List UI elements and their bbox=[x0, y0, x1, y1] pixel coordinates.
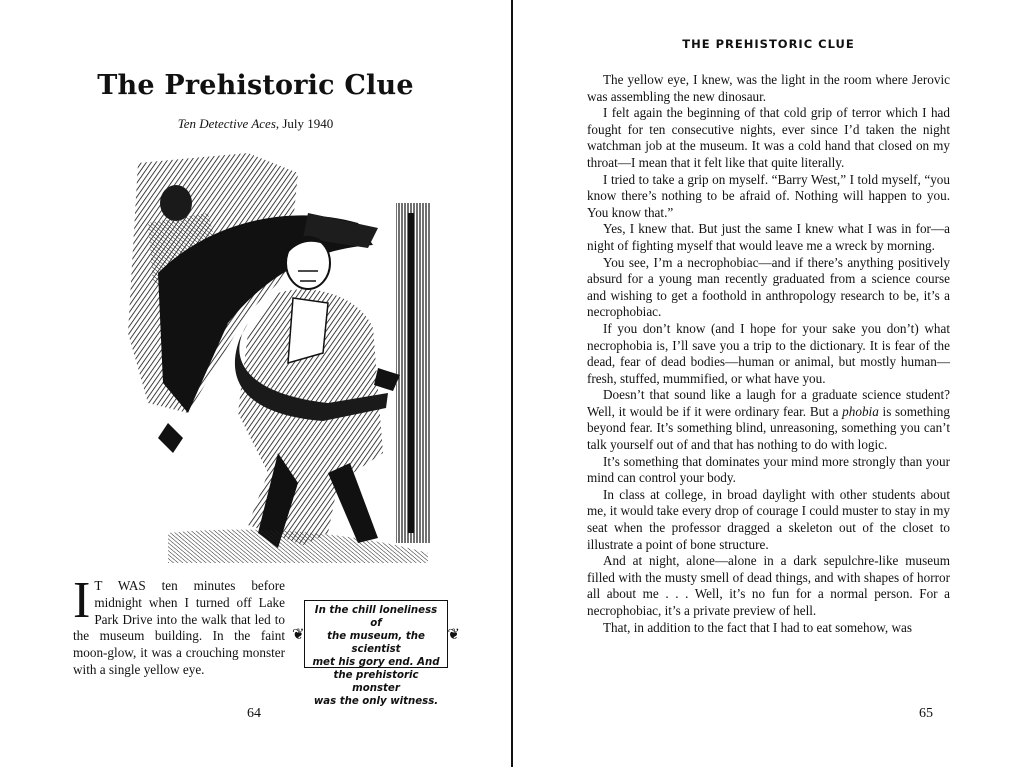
source-magazine: Ten Detective Aces bbox=[177, 116, 276, 131]
page-number-left: 64 bbox=[247, 706, 261, 721]
body-paragraph: I felt again the beginning of that cold grip of terror which I had fought for ten consecutive nights, ever since I’d taken the night watchman job at the museum. It was a cold hand that closed on my throat—I mean that it felt like that quite literally. bbox=[587, 105, 950, 170]
body-paragraph: In class at college, in broad daylight with other students about me, it would take every drop of courage I could muster to stay in my seat when the professor dragged a skeleton out of the closet to illustrate a point of bone structure. bbox=[587, 486, 950, 552]
body-paragraph: That, in addition to the fact that I had to eat somehow, was bbox=[603, 619, 912, 635]
caption-line: was the only witness. bbox=[313, 696, 439, 707]
body-paragraph: Yes, I knew that. But just the same I knew what I was in for—a night of fighting myself that would leave me a wreck by morning. bbox=[587, 221, 950, 253]
drop-cap: I bbox=[73, 572, 91, 629]
caption-line: In the chill loneliness of bbox=[314, 605, 438, 629]
body-paragraph: If you don’t know (and I hope for your sake you don’t) what necrophobia is, I’ll save you a trip to the dictionary. It is fear of the dead, fear of dead bodies—human or animal, but mostly human—fresh, stuffed, mummified, or what have you. bbox=[587, 320, 950, 386]
opening-paragraph bbox=[73, 572, 285, 679]
page-gutter bbox=[511, 0, 513, 767]
illustration-caption bbox=[292, 598, 460, 707]
running-head: THE PREHISTORIC CLUE bbox=[682, 37, 855, 51]
body-paragraph: You see, I’m a necrophobiac—and if there’s anything positively absurd for a young man recently graduated from a science course and wishing to get a foothold in anthropology research to be, it’s a necrophobiac. bbox=[587, 254, 950, 320]
ornament-left-icon: ❦ bbox=[292, 627, 305, 643]
body-paragraph-phobia bbox=[587, 387, 950, 453]
caption-line: met his gory end. And bbox=[312, 657, 440, 668]
caption-line: the museum, the scientist bbox=[327, 631, 425, 655]
source-date: July 1940 bbox=[282, 116, 334, 131]
opening-text: T WAS ten minutes before midnight when I turned off Lake Park Drive into the walk that led to the museum building. In the faint moon-glow, it was a crouching monster with a single yellow eye. bbox=[73, 578, 285, 677]
caption-text bbox=[308, 604, 444, 708]
story-body bbox=[587, 72, 950, 636]
body-paragraph: I tried to take a grip on myself. “Barry West,” I told myself, “you know there’s nothing to be afraid of. Nothing will happen to you. You know that.” bbox=[587, 171, 950, 220]
page-number-right: 65 bbox=[919, 706, 933, 721]
body-paragraph: The yellow eye, I knew, was the light in the room where Jerovic was assembling the new dinosaur. bbox=[587, 72, 950, 104]
phobia-after: is something beyond fear. It’s something blind, unreasoning, something you can’t talk yourself out of and that has nothing to do with logic. bbox=[587, 403, 950, 453]
body-paragraph: It’s something that dominates your mind more strongly than your mind can control your body. bbox=[587, 453, 950, 486]
ornament-right-icon: ❦ bbox=[447, 627, 460, 643]
phobia-italic: phobia bbox=[842, 403, 879, 419]
caption-line: the prehistoric monster bbox=[333, 670, 419, 694]
phobia-before: Doesn’t that sound like a laugh for a graduate science student? Well, it would be if it were ordinary fear. But a bbox=[587, 387, 950, 419]
body-paragraph: And at night, alone—alone in a dark sepulchre-like museum filled with the musty smell of dead things, and with shapes of horror all about me . . . Well, it’s no fun for a normal person. For a necrophobiac, it’s a private preview of hell. bbox=[587, 553, 950, 618]
left-page bbox=[0, 0, 511, 767]
story-title: The Prehistoric Clue bbox=[97, 70, 414, 101]
pulp-illustration bbox=[128, 153, 440, 563]
story-source: Ten Detective Aces, July 1940 bbox=[177, 116, 334, 131]
